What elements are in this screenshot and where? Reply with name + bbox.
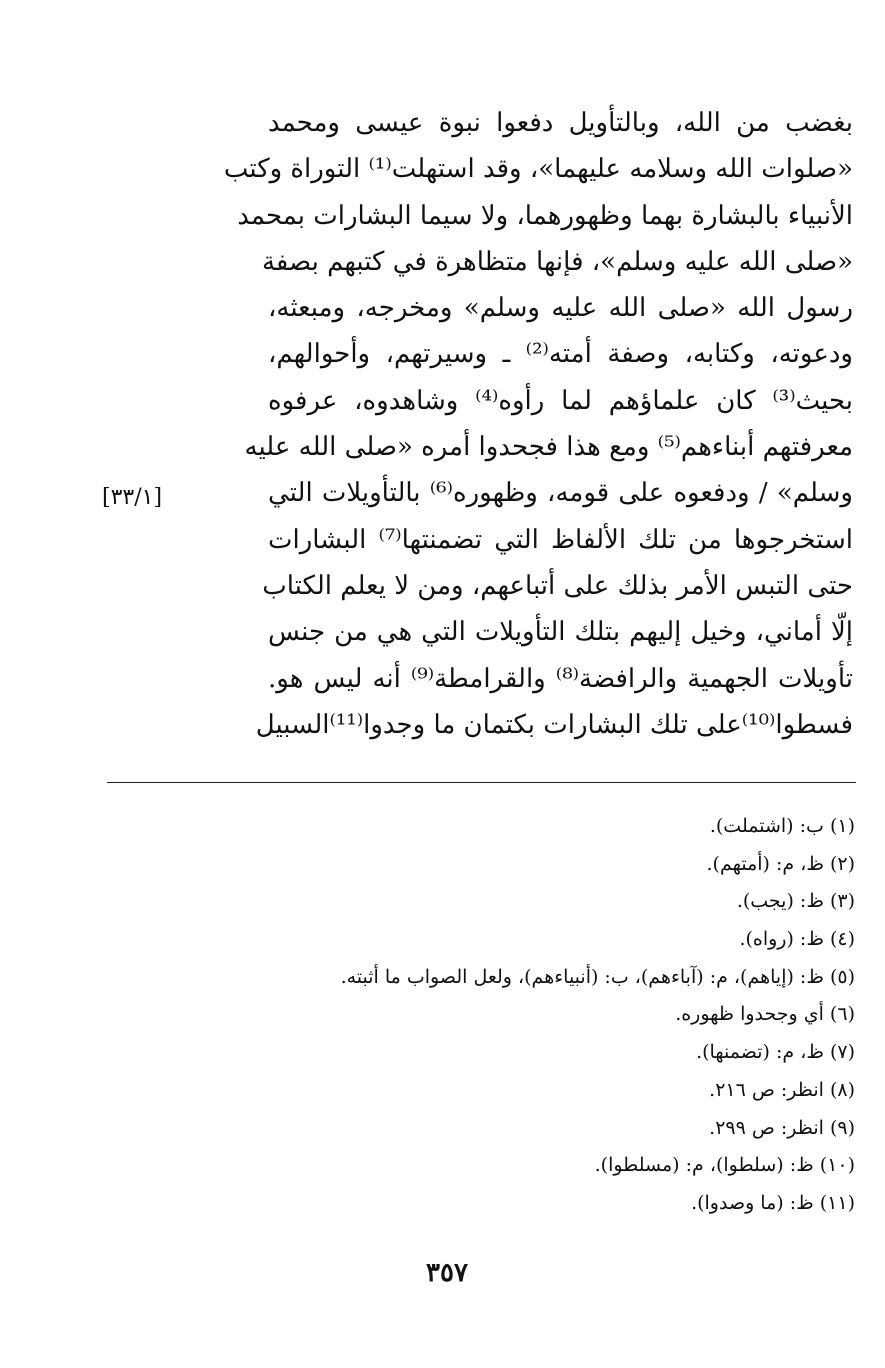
text-line: استخرجوها من تلك الألفاظ التي تضمنتها⁽⁷⁾ البشارات xyxy=(268,524,853,555)
footnote: (٤) ظ: (رواه). xyxy=(739,928,855,951)
footnote: (٩) انظر: ص ٢٩٩. xyxy=(709,1116,855,1139)
footnote: (١) ب: (اشتملت). xyxy=(709,815,855,837)
footnote: (١٠) ظ: (سلطوا)، م: (مسلطوا). xyxy=(594,1154,855,1177)
page-number: ٣٥٧ xyxy=(426,1258,468,1288)
footnote: (٦) أي وجحدوا ظهوره. xyxy=(675,1003,855,1026)
footnote: (١١) ظ: (ما وصدوا). xyxy=(691,1191,855,1214)
text-line: بغضب من الله، وبالتأويل دفعوا نبوة عيسى ومحمد xyxy=(268,108,853,138)
footnotes-block xyxy=(200,808,855,1223)
text-line: «صلوات الله وسلامه عليهما»، وقد استهلت⁽¹⁾ التوراة وكتب xyxy=(223,154,853,185)
footnote: (٢) ظ، م: (أمتهم). xyxy=(706,852,855,875)
text-line: الأنبياء بالبشارة بهما وظهورهما، ولا سيما البشارات بمحمد xyxy=(237,200,853,231)
footnote: (٥) ظ: (إياهم)، م: (آباءهم)، ب: (أنبياءهم)، ولعل الصواب ما أثبته. xyxy=(340,965,855,988)
main-text-block xyxy=(223,100,853,748)
text-line: إلّا أماني، وخيل إليهم بتلك التأويلات التي هي من جنس xyxy=(268,617,853,648)
footnote-separator xyxy=(107,782,856,783)
footnote: (٧) ظ، م: (تضمنها). xyxy=(696,1041,855,1064)
text-line: تأويلات الجهمية والرافضة⁽⁸⁾ والقرامطة⁽⁹⁾ أنه ليس هو. xyxy=(268,663,853,694)
text-line: معرفتهم أبناءهم⁽⁵⁾ ومع هذا فجحدوا أمره «صلى الله عليه xyxy=(244,432,853,463)
text-line: حتى التبس الأمر بذلك على أتباعهم، ومن لا يعلم الكتاب xyxy=(262,570,853,601)
text-line: ودعوته، وكتابه، وصفة أمته⁽²⁾ ـ وسيرتهم، وأحوالهم، xyxy=(268,339,853,370)
text-line: «صلى الله عليه وسلم»، فإنها متظاهرة في كتبهم بصفة xyxy=(261,246,853,277)
text-line: بحيث⁽³⁾ كان علماؤهم لما رأوه⁽⁴⁾ وشاهدوه، عرفوه xyxy=(268,385,853,416)
footnote: (٣) ظ: (يجب). xyxy=(736,890,855,913)
manuscript-folio-reference: [٣٣/١] xyxy=(102,485,163,510)
text-line: فسطوا⁽¹⁰⁾على تلك البشارات بكتمان ما وجدوا⁽¹¹⁾السبيل xyxy=(255,709,853,740)
text-line: وسلم» / ودفعوه على قومه، وظهوره⁽⁶⁾ بالتأويلات التي xyxy=(268,478,853,509)
footnote: (٨) انظر: ص ٢١٦. xyxy=(709,1078,855,1101)
text-line: رسول الله «صلى الله عليه وسلم» ومخرجه، ومبعثه، xyxy=(268,293,853,324)
